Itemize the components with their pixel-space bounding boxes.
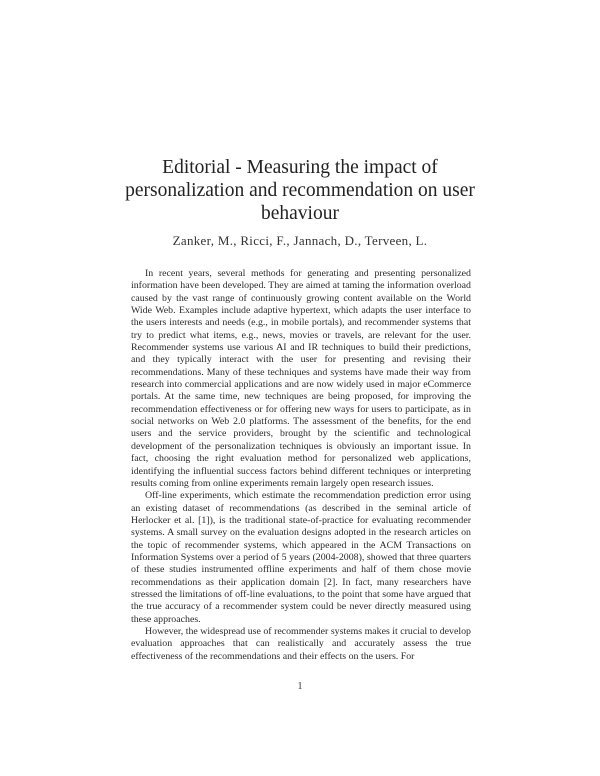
paper-title: Editorial - Measuring the impact of personalization and recommendation on user behaviour xyxy=(125,157,475,224)
body-paragraph: In recent years, several methods for generating and presenting personalized information have been developed. They are aimed at taming the information overload caused by the vast range of continuously growing content available on the World Wide Web. Examples include adaptive hypertext, which adapts the user interface to the users interests and needs (e.g., in mobile portals), and recommender systems that try to predict what items, e.g., news, movies or travels, are relevant for the user. Recommender systems use various AI and IR techniques to build their predictions, and they typically interact with the user for presenting and revising their recommendations. Many of these techniques and systems have made their way from research into commercial applications and are now widely used in major eCommerce portals. At the same time, new techniques are being proposed, for improving the recommendation effectiveness or for offering new ways for users to participate, as in social networks on Web 2.0 platforms. The assessment of the benefits, for the end users and the service providers, brought by the scientific and technological development of the personalization techniques is obviously an important issue. In fact, choosing the right evaluation method for personalized web applications, identifying the influential success factors behind different techniques or interpreting results coming from online experiments remain largely open research issues. xyxy=(131,268,471,489)
body-paragraph: Off-line experiments, which estimate the recommendation prediction error using an existing dataset of recommendations (as described in the seminal article of Herlocker et al. [1]), is the traditional state-of-practice for evaluating recommender systems. A small survey on the evaluation designs adopted in the research articles on the topic of recommender systems, which appeared in the ACM Transactions on Information Systems over a period of 5 years (2004-2008), showed that three quarters of these studies instrumented offline experiments and half of them chose movie recommendations as their application domain [2]. In fact, many researchers have stressed the limitations of off-line evaluations, to the point that some have argued that the true accuracy of a recommender system could be never directly measured using these approaches. xyxy=(131,490,471,625)
paper-body xyxy=(131,268,471,663)
body-paragraph: However, the widespread use of recommender systems makes it crucial to develop evaluation approaches that can realistically and accurately assess the true effectiveness of the recommendations and their effects on the users. For xyxy=(131,625,471,662)
paper-authors: Zanker, M., Ricci, F., Jannach, D., Terveen, L. xyxy=(172,233,428,248)
page-number: 1 xyxy=(297,681,303,692)
